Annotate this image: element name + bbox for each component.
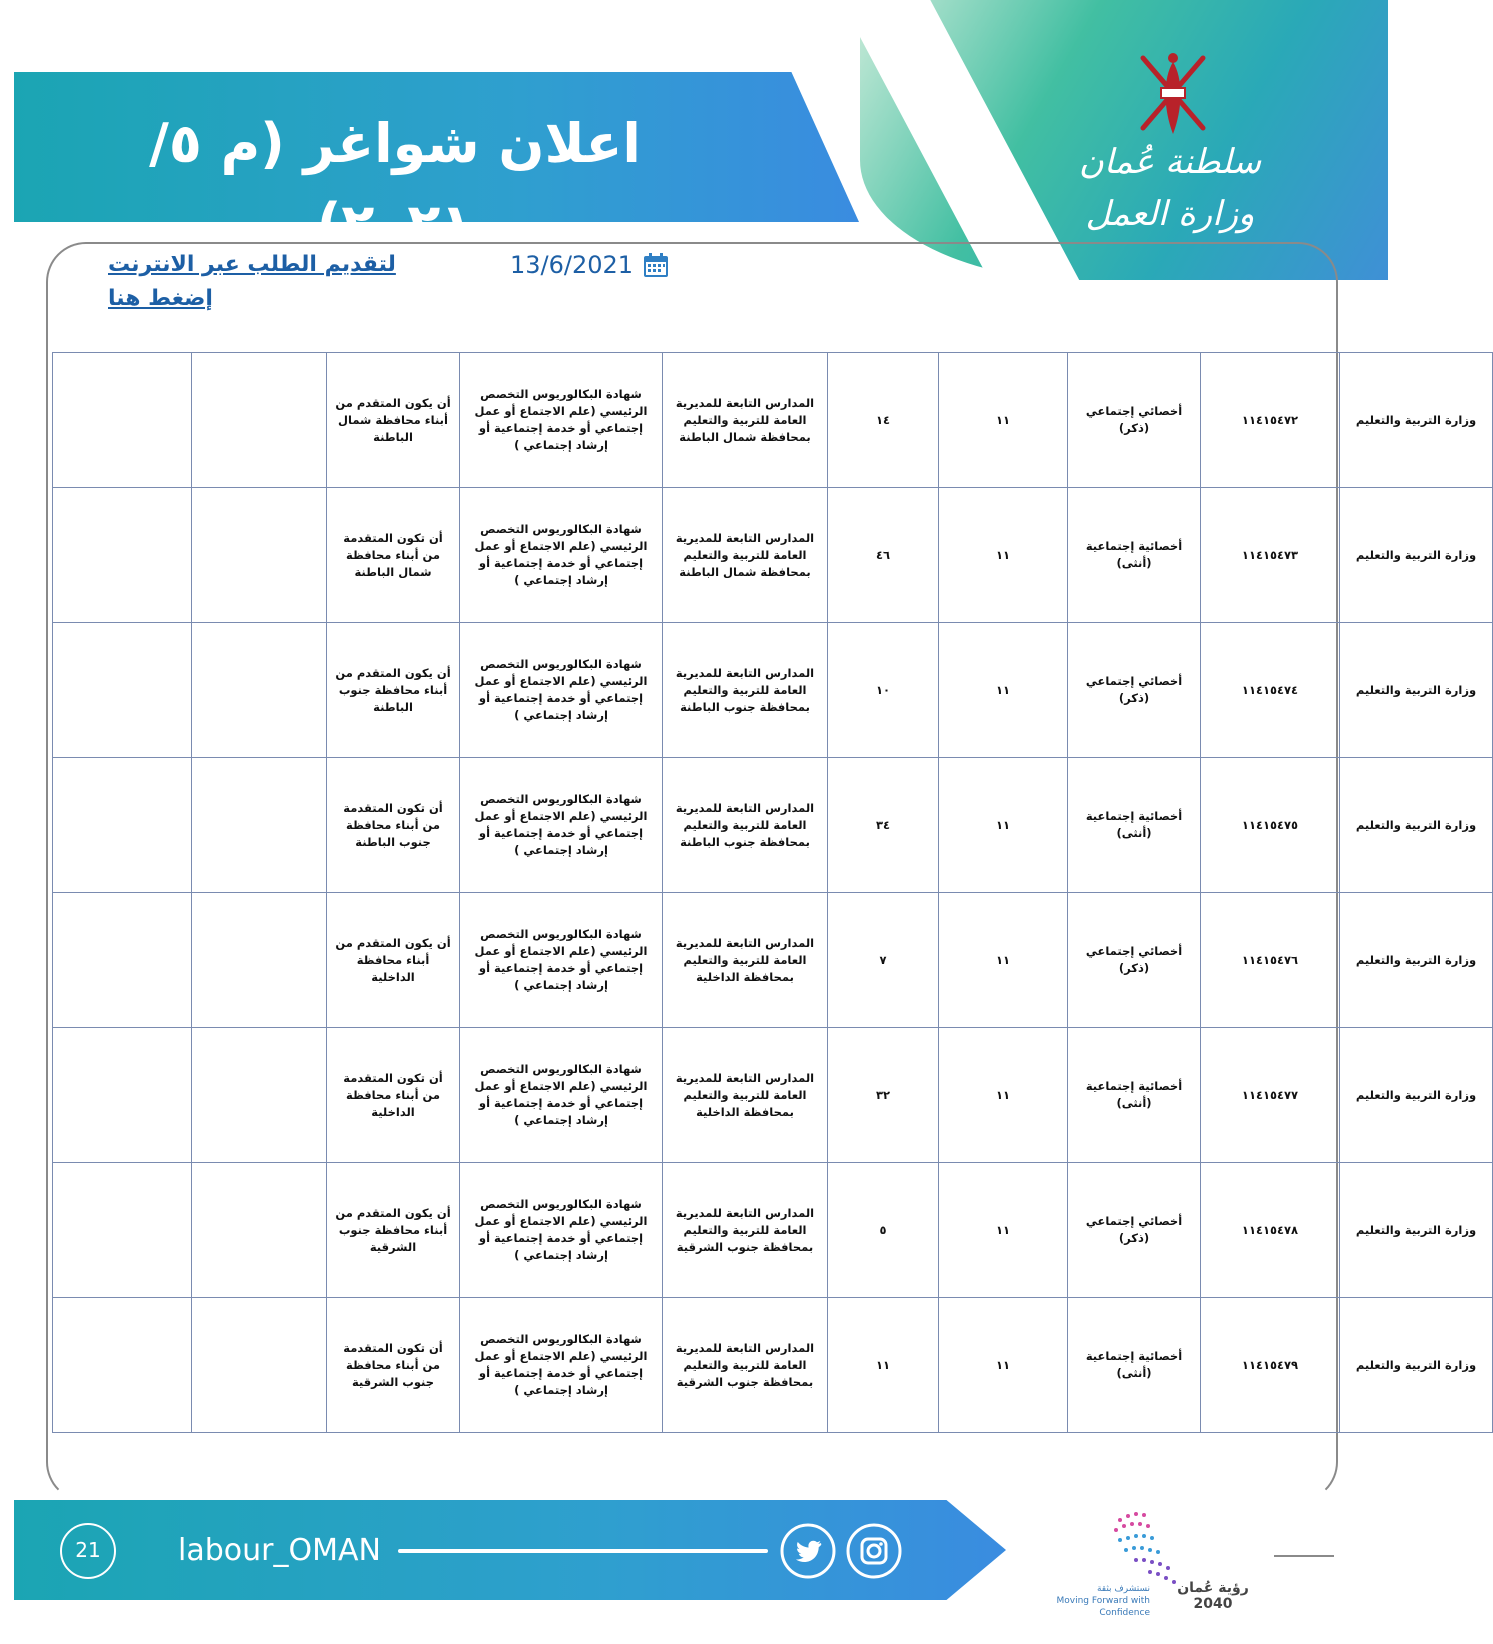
cell-place: المدارس التابعة للمديرية العامة للتربية والتعليم بمحافظة جنوب الباطنة bbox=[663, 623, 828, 758]
cell-title: أخصائي إجتماعي (ذكر) bbox=[1068, 1163, 1201, 1298]
cell-empty bbox=[192, 623, 327, 758]
cell-place: المدارس التابعة للمديرية العامة للتربية والتعليم بمحافظة شمال الباطنة bbox=[663, 353, 828, 488]
cell-code: ١١٤١٥٤٧٧ bbox=[1201, 1028, 1340, 1163]
cell-title: أخصائية إجتماعية (أنثى) bbox=[1068, 1028, 1201, 1163]
cell-empty bbox=[192, 1163, 327, 1298]
cell-count: ٣٤ bbox=[828, 758, 939, 893]
cell-entity: وزارة التربية والتعليم bbox=[1340, 623, 1493, 758]
cell-code: ١١٤١٥٤٧٥ bbox=[1201, 758, 1340, 893]
cell-empty bbox=[53, 353, 192, 488]
table-row bbox=[53, 353, 1493, 488]
cell-grade: ١١ bbox=[939, 353, 1068, 488]
cell-empty bbox=[192, 1298, 327, 1433]
cell-empty bbox=[192, 893, 327, 1028]
vision-tagline bbox=[1040, 1583, 1150, 1619]
cell-condition: أن يكون المتقدم من أبناء محافظة جنوب الشرقية bbox=[327, 1163, 460, 1298]
cell-title: أخصائي إجتماعي (ذكر) bbox=[1068, 353, 1201, 488]
cell-count: ١١ bbox=[828, 1298, 939, 1433]
cell-condition: أن تكون المتقدمة من أبناء محافظة جنوب الباطنة bbox=[327, 758, 460, 893]
cell-place: المدارس التابعة للمديرية العامة للتربية والتعليم بمحافظة جنوب الشرقية bbox=[663, 1298, 828, 1433]
cell-title: أخصائي إجتماعي (ذكر) bbox=[1068, 893, 1201, 1028]
cell-empty bbox=[53, 1028, 192, 1163]
cell-grade: ١١ bbox=[939, 758, 1068, 893]
cell-count: ٤٦ bbox=[828, 488, 939, 623]
cell-count: ٧ bbox=[828, 893, 939, 1028]
footer-divider-line bbox=[398, 1549, 768, 1553]
cell-place: المدارس التابعة للمديرية العامة للتربية والتعليم بمحافظة شمال الباطنة bbox=[663, 488, 828, 623]
page-number: 21 bbox=[60, 1523, 116, 1579]
vision-2040-label: رؤية عُمان 2040 bbox=[1177, 1580, 1249, 1612]
table-row bbox=[53, 893, 1493, 1028]
cell-empty bbox=[192, 353, 327, 488]
cell-empty bbox=[53, 893, 192, 1028]
cell-place: المدارس التابعة للمديرية العامة للتربية والتعليم بمحافظة جنوب الشرقية bbox=[663, 1163, 828, 1298]
instagram-icon[interactable] bbox=[846, 1523, 902, 1579]
cell-code: ١١٤١٥٤٧٣ bbox=[1201, 488, 1340, 623]
cell-title: أخصائية إجتماعية (أنثى) bbox=[1068, 758, 1201, 893]
cell-grade: ١١ bbox=[939, 1163, 1068, 1298]
cell-qualification: شهادة البكالوريوس التخصص الرئيسي (علم الاجتماع أو عمل إجتماعي أو خدمة إجتماعية أو إرشاد إجتماعي ) bbox=[460, 1028, 663, 1163]
page-title: اعلان شواغر (م ٥/ ٢٠٢١) bbox=[149, 112, 641, 255]
cell-code: ١١٤١٥٤٧٩ bbox=[1201, 1298, 1340, 1433]
table-row bbox=[53, 758, 1493, 893]
cell-empty bbox=[53, 488, 192, 623]
cell-qualification: شهادة البكالوريوس التخصص الرئيسي (علم الاجتماع أو عمل إجتماعي أو خدمة إجتماعية أو إرشاد إجتماعي ) bbox=[460, 758, 663, 893]
tagline-arabic: نستشرف بثقة bbox=[1096, 1584, 1150, 1594]
cell-qualification: شهادة البكالوريوس التخصص الرئيسي (علم الاجتماع أو عمل إجتماعي أو خدمة إجتماعية أو إرشاد إجتماعي ) bbox=[460, 488, 663, 623]
cell-empty bbox=[192, 758, 327, 893]
cell-count: ٥ bbox=[828, 1163, 939, 1298]
cell-entity: وزارة التربية والتعليم bbox=[1340, 1298, 1493, 1433]
cell-qualification: شهادة البكالوريوس التخصص الرئيسي (علم الاجتماع أو عمل إجتماعي أو خدمة إجتماعية أو إرشاد إجتماعي ) bbox=[460, 1298, 663, 1433]
cell-place: المدارس التابعة للمديرية العامة للتربية والتعليم بمحافظة جنوب الباطنة bbox=[663, 758, 828, 893]
cell-entity: وزارة التربية والتعليم bbox=[1340, 1028, 1493, 1163]
social-handle: labour_OMAN bbox=[178, 1533, 381, 1568]
cell-title: أخصائية إجتماعية (أنثى) bbox=[1068, 488, 1201, 623]
oman-emblem-icon bbox=[1133, 48, 1213, 148]
twitter-icon[interactable] bbox=[780, 1523, 836, 1579]
cell-grade: ١١ bbox=[939, 1028, 1068, 1163]
cell-entity: وزارة التربية والتعليم bbox=[1340, 1163, 1493, 1298]
cell-qualification: شهادة البكالوريوس التخصص الرئيسي (علم الاجتماع أو عمل إجتماعي أو خدمة إجتماعية أو إرشاد إجتماعي ) bbox=[460, 623, 663, 758]
cell-empty bbox=[53, 1298, 192, 1433]
cell-code: ١١٤١٥٤٧٨ bbox=[1201, 1163, 1340, 1298]
table-row bbox=[53, 1163, 1493, 1298]
cell-code: ١١٤١٥٤٧٦ bbox=[1201, 893, 1340, 1028]
table-row bbox=[53, 1298, 1493, 1433]
logo-line-ministry: وزارة العمل bbox=[1085, 194, 1255, 234]
table-row bbox=[53, 623, 1493, 758]
cell-condition: أن تكون المتقدمة من أبناء محافظة جنوب الشرقية bbox=[327, 1298, 460, 1433]
cell-code: ١١٤١٥٤٧٤ bbox=[1201, 623, 1340, 758]
cell-entity: وزارة التربية والتعليم bbox=[1340, 488, 1493, 623]
cell-qualification: شهادة البكالوريوس التخصص الرئيسي (علم الاجتماع أو عمل إجتماعي أو خدمة إجتماعية أو إرشاد إجتماعي ) bbox=[460, 1163, 663, 1298]
cell-count: ١٤ bbox=[828, 353, 939, 488]
cell-entity: وزارة التربية والتعليم bbox=[1340, 353, 1493, 488]
cell-condition: أن تكون المتقدمة من أبناء محافظة شمال الباطنة bbox=[327, 488, 460, 623]
cell-condition: أن يكون المتقدم من أبناء محافظة جنوب الباطنة bbox=[327, 623, 460, 758]
cell-grade: ١١ bbox=[939, 623, 1068, 758]
logo-line-sultanate: سلطنة عُمان bbox=[1078, 142, 1262, 182]
table-row bbox=[53, 488, 1493, 623]
vacancies-table bbox=[52, 352, 1493, 1433]
frame-tail-line bbox=[1274, 1555, 1334, 1557]
cell-empty bbox=[53, 623, 192, 758]
apply-online-link[interactable]: لتقديم الطلب عبر الانترنت إضغط هنا bbox=[108, 252, 396, 311]
cell-title: أخصائي إجتماعي (ذكر) bbox=[1068, 623, 1201, 758]
cell-qualification: شهادة البكالوريوس التخصص الرئيسي (علم الاجتماع أو عمل إجتماعي أو خدمة إجتماعية أو إرشاد إجتماعي ) bbox=[460, 893, 663, 1028]
announcement-date: 13/6/2021 bbox=[510, 251, 634, 279]
cell-condition: أن تكون المتقدمة من أبناء محافظة الداخلية bbox=[327, 1028, 460, 1163]
date-group bbox=[510, 248, 669, 282]
calendar-icon bbox=[643, 252, 669, 278]
cell-place: المدارس التابعة للمديرية العامة للتربية والتعليم بمحافظة الداخلية bbox=[663, 893, 828, 1028]
cell-count: ٣٢ bbox=[828, 1028, 939, 1163]
cell-empty bbox=[192, 1028, 327, 1163]
cell-condition: أن يكون المتقدم من أبناء محافظة الداخلية bbox=[327, 893, 460, 1028]
cell-code: ١١٤١٥٤٧٢ bbox=[1201, 353, 1340, 488]
table-row bbox=[53, 1028, 1493, 1163]
cell-entity: وزارة التربية والتعليم bbox=[1340, 758, 1493, 893]
cell-grade: ١١ bbox=[939, 488, 1068, 623]
cell-qualification: شهادة البكالوريوس التخصص الرئيسي (علم الاجتماع أو عمل إجتماعي أو خدمة إجتماعية أو إرشاد إجتماعي ) bbox=[460, 353, 663, 488]
cell-empty bbox=[53, 1163, 192, 1298]
cell-title: أخصائية إجتماعية (أنثى) bbox=[1068, 1298, 1201, 1433]
cell-condition: أن يكون المتقدم من أبناء محافظة شمال الباطنة bbox=[327, 353, 460, 488]
cell-entity: وزارة التربية والتعليم bbox=[1340, 893, 1493, 1028]
cell-empty bbox=[53, 758, 192, 893]
cell-grade: ١١ bbox=[939, 1298, 1068, 1433]
cell-empty bbox=[192, 488, 327, 623]
tagline-english: Moving Forward with Confidence bbox=[1056, 1596, 1150, 1618]
cell-grade: ١١ bbox=[939, 893, 1068, 1028]
cell-place: المدارس التابعة للمديرية العامة للتربية والتعليم بمحافظة الداخلية bbox=[663, 1028, 828, 1163]
cell-count: ١٠ bbox=[828, 623, 939, 758]
